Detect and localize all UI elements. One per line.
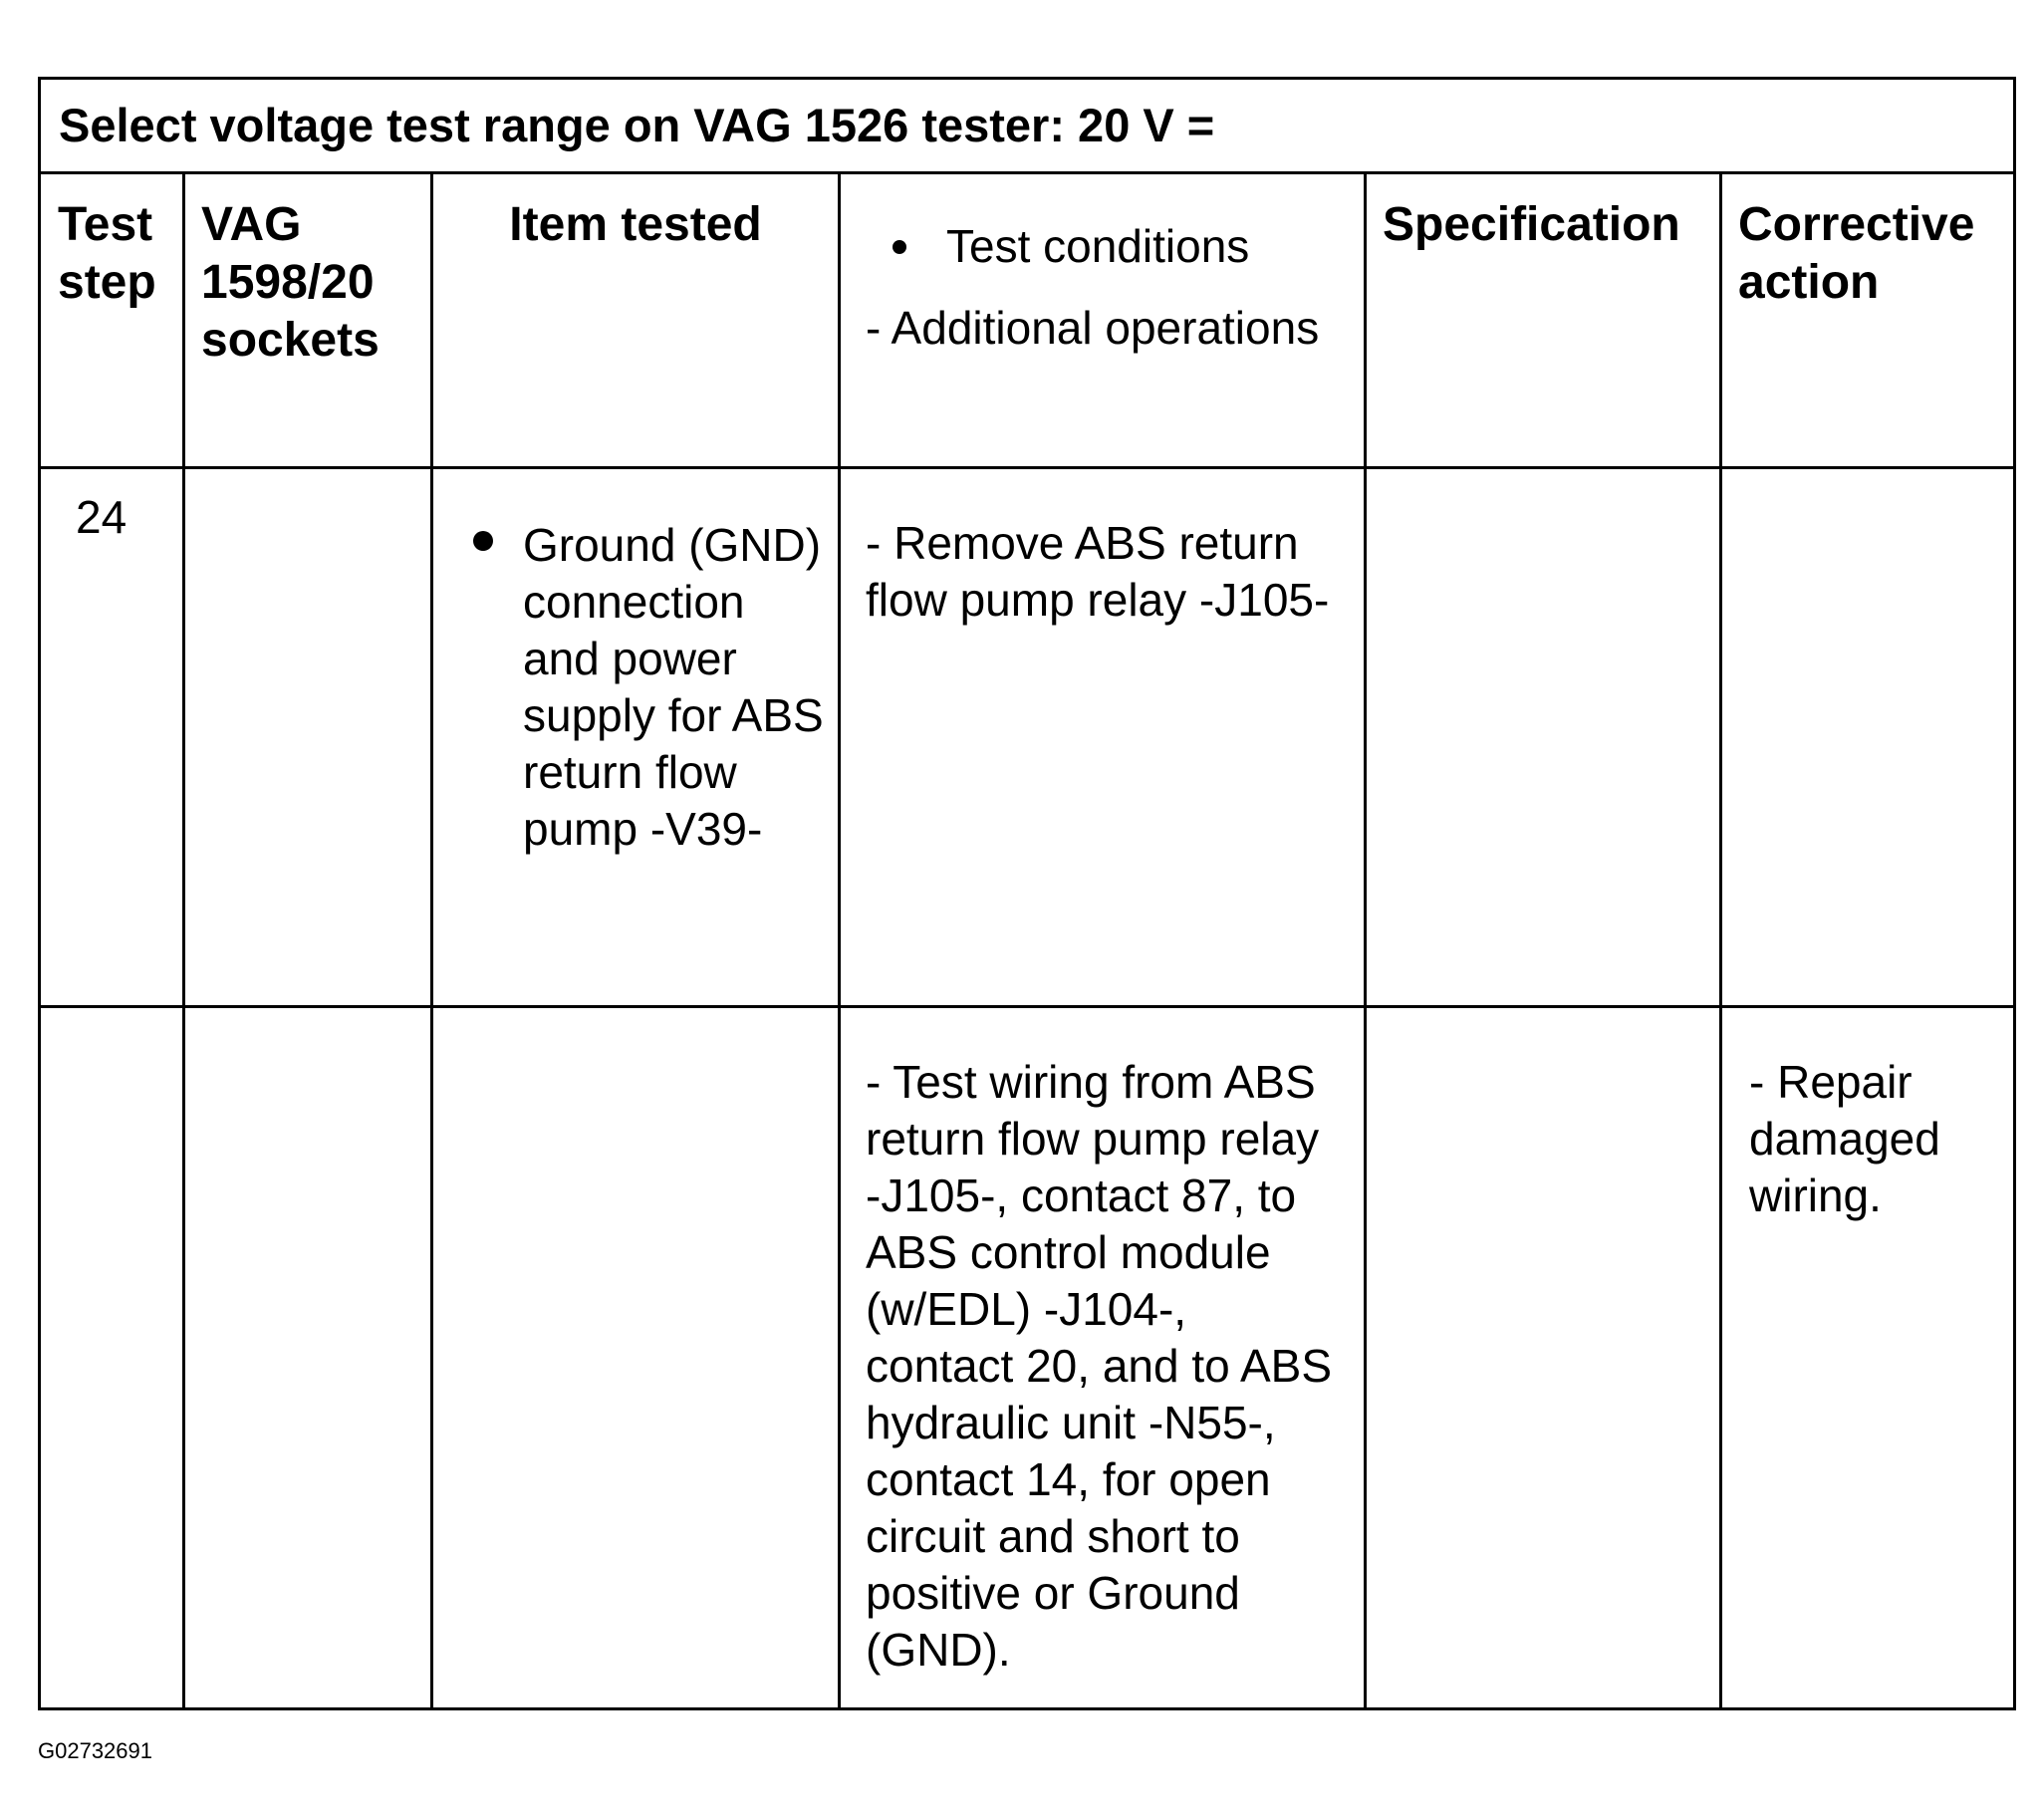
table-title: Select voltage test range on VAG 1526 tester: 20 V = (40, 79, 2015, 173)
cell-item-tested (432, 468, 840, 1007)
header-sockets-label: VAG 1598/20 sockets (201, 198, 380, 367)
test-step-value: 24 (76, 491, 128, 543)
cell-test-conditions (840, 468, 1366, 1007)
header-additional-operations-label: - Additional operations (866, 302, 1320, 354)
table-row (40, 1007, 2015, 1709)
header-test-conditions (840, 173, 1366, 468)
cell-test-step (40, 1007, 184, 1709)
cell-corrective-action (1721, 468, 2015, 1007)
cell-item-tested (432, 1007, 840, 1709)
header-test-step-label: Test step (58, 198, 156, 309)
cell-corrective-action (1721, 1007, 2015, 1709)
table-row (40, 468, 2015, 1007)
header-test-conditions-label: Test conditions (946, 220, 1250, 272)
header-row (40, 173, 2015, 468)
header-specification-label: Specification (1383, 198, 1680, 251)
test-conditions-value: - Test wiring from ABS return flow pump relay -J105-, contact 87, to ABS control module (w/EDL) -J104-, contact 20, and to ABS hydraulic unit -N55-, contact 14, for open circuit and short to positive or Ground (GND). (866, 1056, 1332, 1676)
cell-test-conditions (840, 1007, 1366, 1709)
header-item-tested-label: Item tested (509, 198, 762, 251)
item-tested-value: Ground (GND) connection and power supply for ABS return flow pump -V39- (523, 519, 824, 855)
cell-specification (1366, 1007, 1721, 1709)
header-item-tested (432, 173, 840, 468)
header-specification (1366, 173, 1721, 468)
header-corrective-action (1721, 173, 2015, 468)
test-procedure-table (38, 77, 2016, 1710)
bullet-icon (473, 531, 493, 551)
cell-sockets (184, 468, 432, 1007)
header-corrective-action-label: Corrective action (1738, 198, 1975, 309)
cell-specification (1366, 468, 1721, 1007)
figure-code: G02732691 (38, 1738, 152, 1763)
cell-test-step (40, 468, 184, 1007)
header-test-step (40, 173, 184, 468)
header-sockets (184, 173, 432, 468)
test-conditions-value: - Remove ABS return flow pump relay -J105- (866, 517, 1330, 626)
corrective-action-value: - Repair damaged wiring. (1749, 1056, 1940, 1221)
title-row (40, 79, 2015, 173)
cell-sockets (184, 1007, 432, 1709)
bullet-icon (893, 240, 906, 254)
